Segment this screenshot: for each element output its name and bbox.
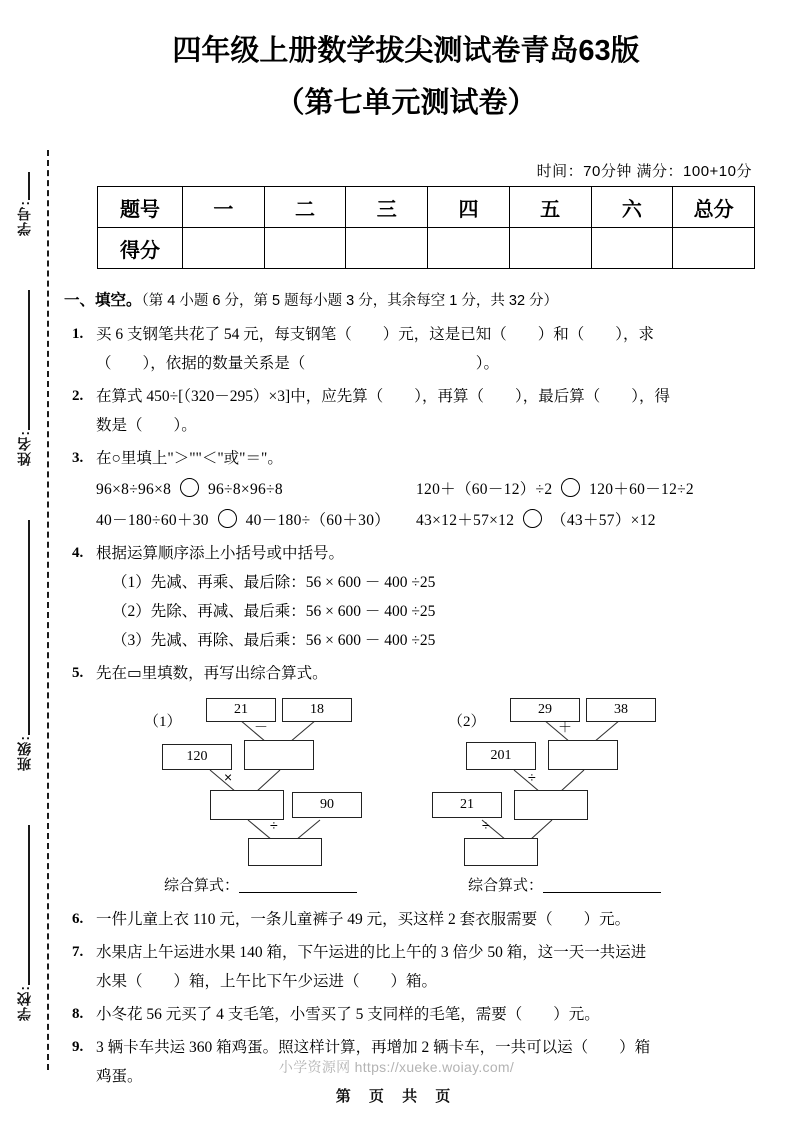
question-5-line-1: 先在▭里填数，再写出综合算式。 — [96, 665, 328, 682]
question-2-line-1: 在算式 450÷[（320－295）×3]中，应先算（ ），再算（ ），最后算（ ），得 — [96, 388, 670, 405]
score-cell-6[interactable] — [591, 228, 673, 269]
pyramid-2-node-1[interactable]: 29 — [510, 698, 580, 722]
pyramid-1-node-5[interactable] — [210, 790, 284, 820]
compare-1-left: 96×8÷96×8 — [96, 481, 172, 498]
pyramid-1-operator-2: × — [224, 769, 233, 785]
score-table-col-1: 一 — [183, 187, 265, 228]
section-one-points: （第 4 小题 6 分，第 5 题每小题 3 分，其余每空 1 分，共 32 分） — [141, 293, 559, 309]
question-2-number: 2. — [72, 388, 84, 404]
section-one-title: 一、填空。 — [64, 292, 142, 309]
question-5-number: 5. — [72, 665, 84, 681]
compare-circle-icon[interactable] — [523, 509, 542, 528]
pyramid-2-node-5[interactable] — [514, 790, 588, 820]
compare-pair-4 — [416, 506, 656, 535]
pyramid-diagram-2 — [448, 694, 728, 844]
score-table-col-total: 总分 — [673, 187, 755, 228]
watermark-text: 小学资源网 https://xueke.woiay.com/ — [278, 1059, 515, 1075]
pyramid-2-node-4[interactable]: 201 — [466, 742, 536, 770]
question-4-number: 4. — [72, 545, 84, 561]
question-5 — [56, 659, 756, 901]
combined-expression-1-input[interactable] — [239, 875, 357, 893]
pyramid-2-label: （2） — [448, 714, 486, 730]
question-1-line-1: 买 6 支钢笔共花了 54 元，每支钢笔（ ）元，这是已知（ ）和（ ），求 — [96, 326, 655, 343]
pyramid-1-stage — [144, 694, 424, 844]
question-9-line-1: 3 辆卡车共运 360 箱鸡蛋。照这样计算，再增加 2 辆卡车，一共可以运（ ）箱 — [96, 1039, 651, 1056]
score-table-row-label-question: 题号 — [98, 187, 183, 228]
pyramid-1-node-6[interactable]: 90 — [292, 792, 362, 818]
combined-expression-lines — [96, 872, 756, 901]
compare-3-left: 40－180÷60＋30 — [96, 512, 209, 529]
margin-label-student-id: 学号: — [16, 200, 32, 236]
question-7-line-1: 水果店上午运进水果 140 箱，下午运进的比上午的 3 倍少 50 箱，这一天一共运进 — [96, 944, 647, 961]
exam-meta-info: 时间：70分钟 满分：100+10分 — [536, 163, 752, 180]
compare-3-right: 40－180÷（60＋30） — [245, 512, 391, 529]
number-pyramid-diagrams — [96, 694, 756, 844]
compare-pair-3 — [96, 506, 416, 535]
score-table-col-2: 二 — [264, 187, 346, 228]
question-9-number: 9. — [72, 1039, 84, 1055]
pyramid-1-node-3[interactable] — [244, 740, 314, 770]
seal-rule-2 — [28, 290, 30, 430]
combined-expression-1 — [96, 872, 468, 901]
pyramid-1-node-1[interactable]: 21 — [206, 698, 276, 722]
exam-content — [56, 286, 756, 1091]
pyramid-1-node-2[interactable]: 18 — [282, 698, 352, 722]
pyramid-diagram-1 — [144, 694, 424, 844]
compare-2-right: 120＋60－12÷2 — [589, 481, 694, 498]
question-4-item-1: （1）先减、再乘、最后除：56 × 600 － 400 ÷25 — [112, 574, 436, 591]
score-cell-5[interactable] — [509, 228, 591, 269]
page-footer — [0, 1057, 793, 1106]
score-table-col-4: 四 — [428, 187, 510, 228]
score-cell-2[interactable] — [264, 228, 346, 269]
pyramid-2-operator-2: ÷ — [528, 769, 536, 785]
margin-label-school: 学校: — [16, 985, 32, 1021]
question-2-line-2: 数是（ ）。 — [96, 417, 197, 434]
score-cell-3[interactable] — [346, 228, 428, 269]
question-7-line-2: 水果（ ）箱，上午比下午少运进（ ）箱。 — [96, 973, 438, 990]
combined-expression-2-label: 综合算式： — [468, 878, 544, 894]
question-3 — [56, 444, 756, 535]
question-3-line-1: 在○里填上"＞""＜"或"＝"。 — [96, 450, 283, 467]
pyramid-2-stage — [448, 694, 728, 844]
question-4-item-2: （2）先除、再减、最后乘：56 × 600 － 400 ÷25 — [112, 603, 436, 620]
question-3-number: 3. — [72, 450, 84, 466]
table-row-header — [98, 187, 755, 228]
question-9-line-2: 鸡蛋。 — [96, 1068, 143, 1085]
compare-circle-icon[interactable] — [561, 478, 580, 497]
compare-pair-1 — [96, 475, 416, 504]
score-table-row-label-score: 得分 — [98, 228, 183, 269]
pyramid-1-node-7[interactable] — [248, 838, 322, 866]
compare-row-2 — [96, 506, 756, 535]
seal-rule-3 — [28, 520, 30, 735]
question-8 — [56, 1000, 756, 1029]
score-table-col-6: 六 — [591, 187, 673, 228]
pyramid-1-operator-1: － — [254, 719, 268, 735]
question-2 — [56, 382, 756, 440]
pyramid-2-operator-1: ＋ — [558, 719, 572, 735]
page-subtitle: （第七单元测试卷） — [275, 87, 537, 119]
compare-1-right: 96÷8×96÷8 — [207, 481, 283, 498]
compare-row-1 — [96, 475, 756, 504]
seal-dashed-line — [47, 150, 49, 1070]
combined-expression-2 — [468, 872, 661, 901]
question-4-line-1: 根据运算顺序添上小括号或中括号。 — [96, 545, 345, 562]
score-table-col-3: 三 — [346, 187, 428, 228]
margin-label-name: 姓名: — [16, 430, 32, 466]
question-8-number: 8. — [72, 1006, 84, 1022]
pyramid-2-node-2[interactable]: 38 — [586, 698, 656, 722]
compare-circle-icon[interactable] — [180, 478, 199, 497]
pyramid-2-operator-3: ÷ — [482, 817, 490, 833]
combined-expression-1-label: 综合算式： — [164, 878, 240, 894]
question-6-line-1: 一件儿童上衣 110 元，一条儿童裤子 49 元，买这样 2 套衣服需要（ ）元。 — [96, 911, 631, 928]
page-title: 四年级上册数学拔尖测试卷青岛63版 — [172, 35, 640, 67]
question-6-number: 6. — [72, 911, 84, 927]
question-4-item-3: （3）先减、再除、最后乘：56 × 600 － 400 ÷25 — [112, 632, 436, 649]
margin-label-class: 班级: — [16, 735, 32, 771]
question-6 — [56, 905, 756, 934]
question-8-line-1: 小冬花 56 元买了 4 支毛笔，小雪买了 5 支同样的毛笔，需要（ ）元。 — [96, 1006, 600, 1023]
score-table — [97, 186, 755, 269]
score-table-col-5: 五 — [509, 187, 591, 228]
compare-4-left: 43×12＋57×12 — [416, 512, 515, 529]
compare-2-left: 120＋（60－12）÷2 — [416, 481, 553, 498]
pyramid-2-node-3[interactable] — [548, 740, 618, 770]
combined-expression-2-input[interactable] — [543, 875, 661, 893]
pyramid-1-label: （1） — [144, 714, 182, 730]
compare-4-right: （43＋57）×12 — [551, 512, 656, 529]
seal-rule-4 — [28, 825, 30, 985]
pyramid-1-node-4[interactable]: 120 — [162, 744, 232, 770]
score-cell-4[interactable] — [428, 228, 510, 269]
question-4 — [56, 539, 756, 655]
pyramid-1-operator-3: ÷ — [270, 817, 278, 833]
page-number-label: 第 页 共 页 — [335, 1088, 458, 1105]
pyramid-2-node-7[interactable] — [464, 838, 538, 866]
question-1-line-2: （ ），依据的数量关系是（ ）。 — [96, 355, 500, 372]
compare-pair-2 — [416, 475, 694, 504]
seal-margin — [0, 0, 56, 1122]
pyramid-2-node-6[interactable]: 21 — [432, 792, 502, 818]
score-cell-total[interactable] — [673, 228, 755, 269]
seal-rule-1 — [28, 172, 30, 200]
compare-circle-icon[interactable] — [218, 509, 237, 528]
question-7 — [56, 938, 756, 996]
question-1-number: 1. — [72, 326, 84, 342]
score-cell-1[interactable] — [183, 228, 265, 269]
question-1 — [56, 320, 756, 378]
table-row-score — [98, 228, 755, 269]
question-7-number: 7. — [72, 944, 84, 960]
page-title-block — [56, 28, 756, 126]
section-heading-one — [56, 286, 756, 316]
